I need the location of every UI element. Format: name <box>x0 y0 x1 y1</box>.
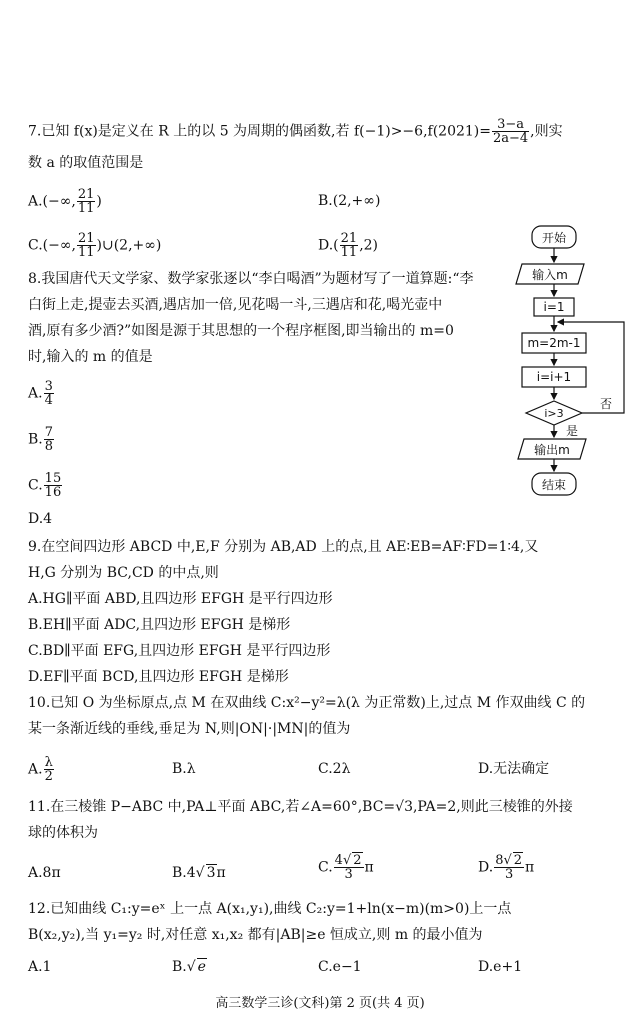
q12-stem-line2: B(x₂,y₂),当 y₁=y₂ 时,对任意 x₁,x₂ 都有|AB|≥e 恒成立,则 m 的最小值为 <box>28 927 483 943</box>
flowchart <box>510 222 635 502</box>
q11-option-c: C. $\frac{4√ 2}{3}$ π <box>318 853 374 882</box>
flowchart-no-label: 否 <box>599 397 613 411</box>
flowchart-step2-label: i=i+1 <box>536 370 572 384</box>
q10-option-b: B.λ <box>172 761 196 777</box>
q12-option-b: B.√ e <box>172 959 206 975</box>
page-footer: 高三数学三诊(文科)第 2 页(共 4 页) <box>215 996 425 1011</box>
q8-stem-line1: 8.我国唐代天文学家、数学家张逐以“李白喝酒”为题材写了一道算题:“李 <box>28 271 474 287</box>
q12-option-a: A.1 <box>28 959 52 975</box>
q11-stem-line2: 球的体积为 <box>28 825 98 841</box>
q9-option-d: D.EF∥平面 BCD,且四边形 EFGH 是梯形 <box>28 669 289 685</box>
q10-option-c: C.2λ <box>318 761 351 777</box>
q7-option-b: B.(2,+∞) <box>318 193 381 209</box>
q12-option-d: D.e+1 <box>478 959 523 975</box>
q8-stem-line4: 时,输入的 m 的值是 <box>28 349 153 365</box>
q12-option-c: C.e−1 <box>318 959 362 975</box>
q11-stem-line1: 11.在三棱锥 P−ABC 中,PA⊥平面 ABC,若∠A=60°,BC=√3,PA=2,则此三棱锥的外接 <box>28 799 573 815</box>
q7-option-c: C.(−∞, $\frac{21}{11}$ )∪(2,+∞) <box>28 231 162 260</box>
q9-option-a: A.HG∥平面 ABD,且四边形 EFGH 是平行四边形 <box>28 591 333 607</box>
q8-stem-line2: 白街上走,提壶去买酒,遇店加一倍,见花喝一斗,三遇店和花,喝光壶中 <box>28 297 443 313</box>
flowchart-condition-label: i>3 <box>544 407 564 420</box>
q11-option-d: D. $\frac{8√ 2}{3}$ π <box>478 853 535 882</box>
q10-option-d: D.无法确定 <box>478 761 550 777</box>
q8-option-c: C. $\frac{15}{16}$ <box>28 471 62 500</box>
q7-stem-line1: 7.已知 f(x)是定义在 R 上的以 5 为周期的偶函数,若 f(−1)>−6,f(2021)= $\frac{3-a}{2a-4}$ ,则实 <box>28 117 563 146</box>
q7-fraction: $\frac{3-a}{2a-4}$ <box>492 117 529 146</box>
flowchart-output-label: 输出m <box>534 443 570 457</box>
flowchart-end-label: 结束 <box>541 478 567 492</box>
q7-option-a: A.(−∞, $\frac{21}{11}$ ) <box>28 187 102 216</box>
q8-option-b: B. $\frac{7}{8}$ <box>28 425 54 454</box>
q11-option-b: B.4√ 3π <box>172 865 226 881</box>
q7-stem-line2: 数 a 的取值范围是 <box>28 155 144 171</box>
flowchart-init-label: i=1 <box>543 300 565 314</box>
flowchart-start-label: 开始 <box>541 231 567 245</box>
q7-option-d: D.( $\frac{21}{11}$ ,2) <box>318 231 379 260</box>
q12-stem-line1: 12.已知曲线 C₁:y=eˣ 上一点 A(x₁,y₁),曲线 C₂:y=1+ln(x−m)(m>0)上一点 <box>28 901 512 917</box>
flowchart-step1-label: m=2m-1 <box>527 336 581 350</box>
q9-stem-line1: 9.在空间四边形 ABCD 中,E,F 分别为 AB,AD 上的点,且 AE∶EB=AF∶FD=1∶4,又 <box>28 539 539 555</box>
q10-stem-line2: 某一条渐近线的垂线,垂足为 N,则|ON|·|MN|的值为 <box>28 721 351 737</box>
q8-option-a: A. $\frac{3}{4}$ <box>28 379 53 408</box>
q9-option-c: C.BD∥平面 EFG,且四边形 EFGH 是平行四边形 <box>28 643 331 659</box>
q10-option-a: A. $\frac{\lambda}{2}$ <box>28 755 53 784</box>
q11-option-a: A.8π <box>28 865 61 881</box>
flowchart-input-label: 输入m <box>532 268 568 282</box>
q9-stem-line2: H,G 分别为 BC,CD 的中点,则 <box>28 565 219 581</box>
flowchart-yes-label: 是 <box>565 424 579 438</box>
q10-stem-line1: 10.已知 O 为坐标原点,点 M 在双曲线 C:x²−y²=λ(λ 为正常数)上,过点 M 作双曲线 C 的 <box>28 695 586 711</box>
q8-option-d: D.4 <box>28 511 53 527</box>
q9-option-b: B.EH∥平面 ADC,且四边形 EFGH 是梯形 <box>28 617 291 633</box>
q8-stem-line3: 酒,原有多少酒?”如图是源于其思想的一个程序框图,即当输出的 m=0 <box>28 323 454 339</box>
